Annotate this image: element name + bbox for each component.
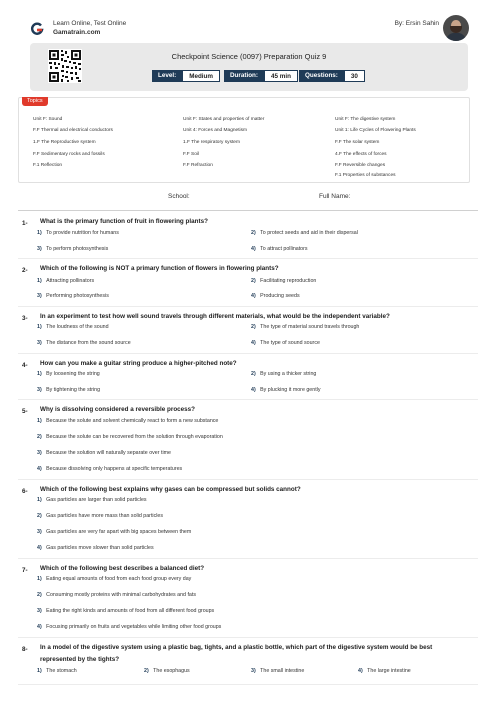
answer-option[interactable] <box>251 278 316 284</box>
topic-item: F.1 Reflection <box>33 163 63 168</box>
question-number: 1- <box>22 220 28 227</box>
answer-option[interactable] <box>251 230 358 236</box>
option-text: The small intestine <box>260 668 305 674</box>
option-text: By loosening the string <box>46 371 100 377</box>
option-number: 4) <box>251 293 256 299</box>
option-number: 2) <box>251 278 256 284</box>
question-divider <box>18 479 478 480</box>
option-text: Facilitating reproduction <box>260 278 317 284</box>
option-number: 2) <box>251 230 256 236</box>
topic-item: F.F The solar system <box>335 140 380 145</box>
option-number: 3) <box>37 529 42 535</box>
answer-option[interactable] <box>251 387 321 393</box>
duration-label: Duration: <box>224 70 264 82</box>
option-text: To attract pollinators <box>260 246 308 252</box>
question-text: Which of the following is NOT a primary function of flowers in flowering plants? <box>40 265 279 272</box>
question-divider <box>18 306 478 307</box>
option-number: 1) <box>37 576 42 582</box>
duration-value: 45 min <box>264 70 298 82</box>
option-number: 1) <box>37 497 42 503</box>
option-text: Gas particles have more mass than solid particles <box>46 513 164 519</box>
option-text: To provide nutrition for humans <box>46 230 119 236</box>
topic-item: F.F Sedimentary rocks and fossils <box>33 152 105 157</box>
option-number: 1) <box>37 230 42 236</box>
option-text: The esophagus <box>153 668 190 674</box>
answer-option[interactable] <box>251 668 304 674</box>
page-header <box>0 0 496 44</box>
option-text: To protect seeds and aid in their dispersal <box>260 230 358 236</box>
full-name-label: Full Name: <box>319 193 351 200</box>
question-number: 3- <box>22 315 28 322</box>
option-number: 3) <box>37 246 42 252</box>
level-value: Medium <box>182 70 220 82</box>
answer-option[interactable] <box>37 497 147 503</box>
level-badge <box>152 70 220 82</box>
option-number: 3) <box>37 608 42 614</box>
topic-item: F.1 Properties of substances <box>335 173 396 178</box>
option-text: The type of sound source <box>260 340 320 346</box>
question-text: Which of the following best describes a balanced diet? <box>40 565 205 572</box>
answer-option[interactable] <box>37 434 223 440</box>
option-number: 1) <box>37 278 42 284</box>
option-text: Producing seeds <box>260 293 300 299</box>
question-text: In a model of the digestive system using a plastic bag, tights, and a plastic bottle, which part of the digestive system would be best <box>40 644 433 651</box>
option-text: Gas particles are very far apart with big spaces between them <box>46 529 192 535</box>
questions-value: 30 <box>344 70 365 82</box>
question-text: What is the primary function of fruit in flowering plants? <box>40 218 208 225</box>
quiz-title: Checkpoint Science (0097) Preparation Quiz 9 <box>171 52 327 61</box>
question-divider <box>18 258 478 259</box>
topic-item: F.F Reversible changes <box>335 163 386 168</box>
option-number: 2) <box>37 513 42 519</box>
option-number: 3) <box>37 340 42 346</box>
option-text: Eating equal amounts of food from each food group every day <box>46 576 192 582</box>
option-number: 1) <box>37 371 42 377</box>
section-divider <box>18 210 478 211</box>
question-text: In an experiment to test how well sound travels through different materials, what would be the independent variable? <box>40 313 390 320</box>
option-text: Because the solute can be recovered from the solution through evaporation <box>46 434 223 440</box>
answer-option[interactable] <box>37 246 108 252</box>
option-text: Because the solution will naturally separate over time <box>46 450 171 456</box>
option-text: The large intestine <box>367 668 411 674</box>
answer-option[interactable] <box>37 278 94 284</box>
option-text: Gas particles are larger than solid particles <box>46 497 147 503</box>
answer-option[interactable] <box>37 418 218 424</box>
option-number: 2) <box>37 592 42 598</box>
topic-item: 4.F The effects of forces <box>335 152 387 157</box>
answer-option[interactable] <box>251 371 316 377</box>
brand-site-link[interactable]: Gamatrain.com <box>53 29 101 36</box>
question-number: 7- <box>22 567 28 574</box>
answer-option[interactable] <box>358 668 411 674</box>
author-name: By: Ersin Sahin <box>394 20 439 27</box>
answer-option[interactable] <box>251 246 308 252</box>
option-text: To perform photosynthesis <box>46 246 109 252</box>
answer-option[interactable] <box>37 387 100 393</box>
option-number: 2) <box>144 668 149 674</box>
topic-item: 1.F The Reproductive system <box>33 140 96 145</box>
question-number: 4- <box>22 362 28 369</box>
answer-option[interactable] <box>251 293 300 299</box>
author-avatar <box>443 15 469 41</box>
option-number: 4) <box>358 668 363 674</box>
topics-tag: Topics <box>22 97 48 106</box>
option-number: 1) <box>37 324 42 330</box>
topic-item: Unit 4: Forces and Magnetism <box>183 128 247 133</box>
quiz-info-box <box>30 43 468 91</box>
answer-option[interactable] <box>37 513 163 519</box>
answer-option[interactable] <box>37 624 221 630</box>
question-divider <box>18 637 478 638</box>
answer-option[interactable] <box>37 324 109 330</box>
option-text: Consuming mostly proteins with minimal carbohydrates and fats <box>46 592 196 598</box>
duration-badge <box>224 70 298 82</box>
question-divider <box>18 399 478 400</box>
topic-item: Unit F: Sound <box>33 117 63 122</box>
question-text: How can you make a guitar string produce a higher-pitched note? <box>40 360 237 367</box>
brand-tagline: Learn Online, Test Online <box>53 20 127 27</box>
option-number: 4) <box>37 624 42 630</box>
answer-option[interactable] <box>37 371 100 377</box>
question-divider <box>18 684 478 685</box>
answer-option[interactable] <box>251 324 359 330</box>
option-text: By tightening the string <box>46 387 101 393</box>
option-text: The loudness of the sound <box>46 324 109 330</box>
topic-item: 1.F The respiratory system <box>183 140 240 145</box>
school-label: School: <box>168 193 190 200</box>
question-divider <box>18 558 478 559</box>
option-number: 3) <box>37 387 42 393</box>
option-text: By using a thicker string <box>260 371 317 377</box>
question-text: Which of the following best explains why gases can be compressed but solids cannot? <box>40 486 301 493</box>
answer-option[interactable] <box>37 230 119 236</box>
answer-option[interactable] <box>144 668 190 674</box>
topic-item: F.F Thermal and electrical conductors <box>33 128 113 133</box>
option-text: Performing photosynthesis <box>46 293 109 299</box>
topic-item: Unit F: States and properties of matter <box>183 117 265 122</box>
option-number: 2) <box>37 434 42 440</box>
question-number: 5- <box>22 408 28 415</box>
option-text: Eating the right kinds and amounts of food from all different food groups <box>46 608 215 614</box>
question-number: 8- <box>22 646 28 653</box>
option-number: 4) <box>251 387 256 393</box>
answer-option[interactable] <box>37 545 154 551</box>
option-number: 1) <box>37 668 42 674</box>
option-number: 4) <box>37 466 42 472</box>
answer-option[interactable] <box>37 340 131 346</box>
answer-option[interactable] <box>37 608 214 614</box>
question-number: 2- <box>22 267 28 274</box>
question-text-continued: represented by the tights? <box>40 656 120 663</box>
level-label: Level: <box>152 70 182 82</box>
question-divider <box>18 353 478 354</box>
option-number: 3) <box>37 450 42 456</box>
answer-option[interactable] <box>37 466 182 472</box>
topic-item: F.F Soil <box>183 152 199 157</box>
option-text: Attracting pollinators <box>46 278 95 284</box>
topic-item: Unit 1: Life Cycles of Flowering Plants <box>335 128 416 133</box>
answer-option[interactable] <box>37 450 171 456</box>
topic-item: F.F Refraction <box>183 163 213 168</box>
option-number: 3) <box>251 668 256 674</box>
option-number: 4) <box>37 545 42 551</box>
answer-option[interactable] <box>37 668 77 674</box>
option-number: 4) <box>251 340 256 346</box>
topics-box <box>18 97 470 183</box>
option-number: 4) <box>251 246 256 252</box>
option-text: Focusing primarily on fruits and vegetables while limiting other food groups <box>46 624 222 630</box>
option-text: The type of material sound travels through <box>260 324 360 330</box>
topic-item: Unit F: The digestive system <box>335 117 396 122</box>
questions-badge <box>299 70 365 82</box>
questions-label: Questions: <box>299 70 344 82</box>
option-text: By plucking it more gently <box>260 387 321 393</box>
gamatrain-logo-icon <box>30 22 44 36</box>
option-number: 2) <box>251 324 256 330</box>
option-text: The distance from the sound source <box>46 340 131 346</box>
option-text: Because the solute and solvent chemically react to form a new substance <box>46 418 219 424</box>
answer-option[interactable] <box>37 592 196 598</box>
option-text: Gas particles move slower than solid particles <box>46 545 154 551</box>
question-number: 6- <box>22 488 28 495</box>
answer-option[interactable] <box>37 576 191 582</box>
answer-option[interactable] <box>37 529 191 535</box>
option-number: 2) <box>251 371 256 377</box>
option-number: 3) <box>37 293 42 299</box>
option-number: 1) <box>37 418 42 424</box>
answer-option[interactable] <box>251 340 320 346</box>
question-text: Why is dissolving considered a reversible process? <box>40 406 196 413</box>
option-text: The stomach <box>46 668 77 674</box>
answer-option[interactable] <box>37 293 109 299</box>
option-text: Because dissolving only happens at specific temperatures <box>46 466 183 472</box>
